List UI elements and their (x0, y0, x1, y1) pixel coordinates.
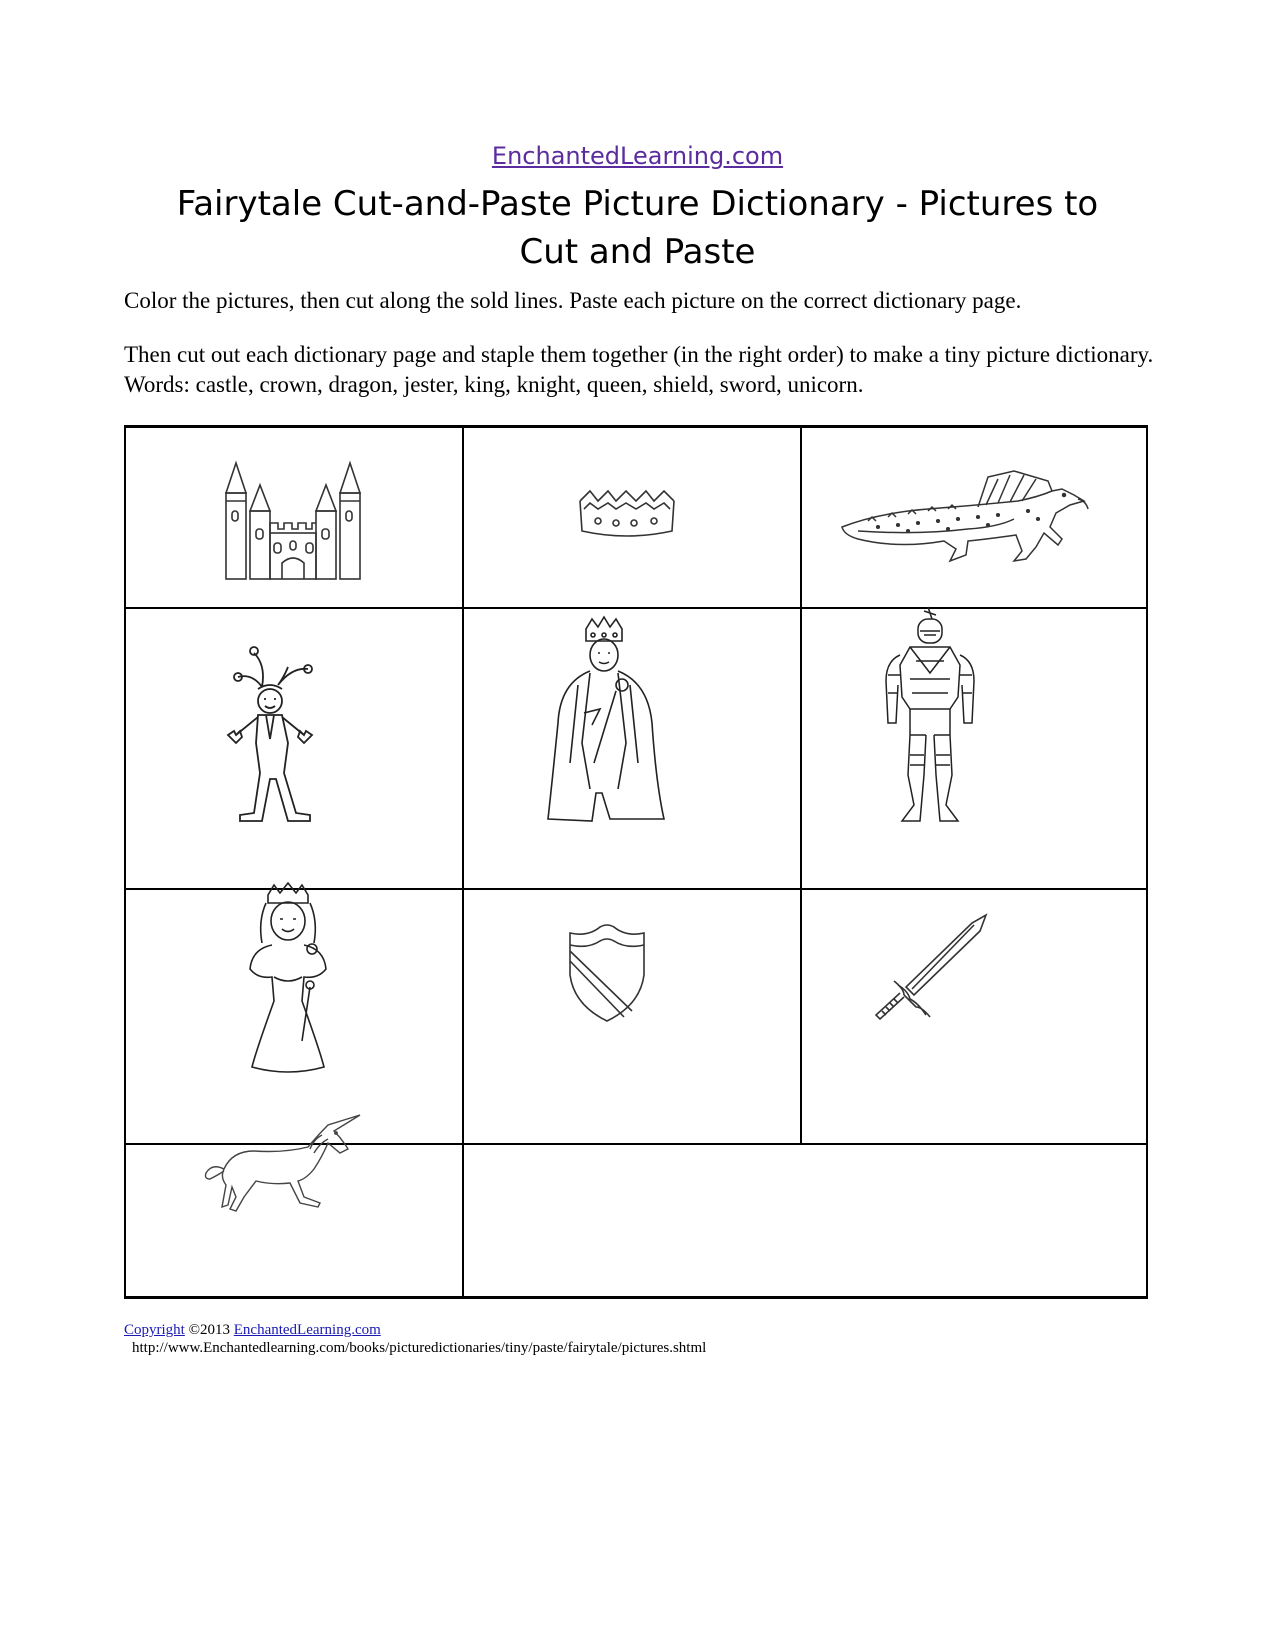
grid-line (124, 425, 126, 1299)
grid-line (1146, 425, 1148, 1299)
king-icon (544, 613, 668, 829)
dragon-icon (838, 469, 1094, 573)
queen-icon (238, 881, 338, 1077)
grid-line (124, 1296, 1148, 1299)
instructions-paragraph-1: Color the pictures, then cut along the sold lines. Paste each picture on the correct dictionary page. (124, 288, 1022, 313)
jester-icon (222, 643, 342, 829)
page-url: http://www.Enchantedlearning.com/books/picturedictionaries/tiny/paste/fairytale/pictures.shtml (132, 1340, 707, 1356)
unicorn-icon (202, 1113, 366, 1213)
castle-icon (222, 453, 364, 583)
grid-line (124, 607, 1148, 609)
copyright-text: ©2013 (184, 1322, 234, 1338)
copyright-line (124, 1322, 381, 1339)
copyright-link[interactable]: Copyright (124, 1322, 185, 1338)
page-title: Fairytale Cut-and-Paste Picture Dictionary - Pictures to Cut and Paste (176, 184, 1099, 272)
grid-line (462, 425, 464, 1299)
picture-grid (124, 425, 1148, 1299)
crown-icon (576, 487, 678, 541)
instructions-paragraph-2: Then cut out each dictionary page and staple them together (in the right order) to make a tiny picture dictionary. Words: castle, crown, dragon, jester, king, knight, queen, shield, sword, unicorn. (124, 342, 1154, 397)
grid-line (800, 425, 802, 1145)
grid-line (124, 425, 1148, 428)
sword-icon (874, 911, 994, 1025)
footer-site-link[interactable]: EnchantedLearning.com (233, 1322, 381, 1338)
knight-icon (880, 605, 980, 827)
site-link[interactable]: EnchantedLearning.com (491, 142, 784, 170)
shield-icon (566, 923, 648, 1023)
